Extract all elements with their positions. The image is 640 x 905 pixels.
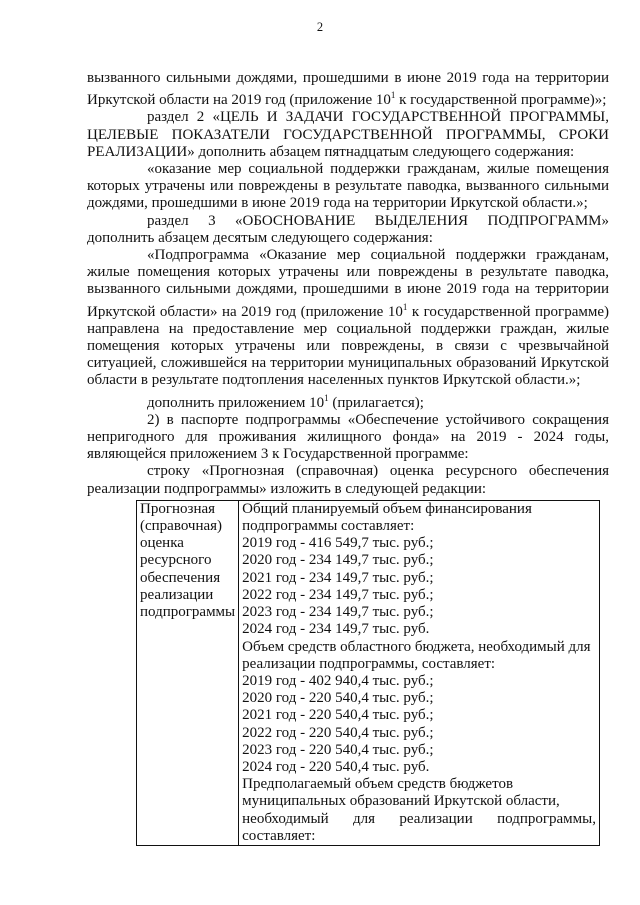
paragraph-6-end: (прилагается); [328, 394, 424, 411]
document-body [87, 70, 609, 846]
table-cell-label [137, 500, 239, 845]
value-line: 2020 год - 220 540,4 тыс. руб.; [242, 690, 434, 707]
paragraph-8: строку «Прогнозная (справочная) оценка ресурсного обеспечения реализации подпрограммы» изложить в следующей редакции: [87, 463, 609, 497]
paragraph-1-end: к государственной программе)»; [395, 92, 607, 109]
paragraph-4: раздел 3 «ОБОСНОВАНИЕ ВЫДЕЛЕНИЯ ПОДПРОГРАММ» дополнить абзацем десятым следующего содержания: [87, 212, 609, 246]
paragraph-1-text: вызванного сильными дождями, прошедшими в июне 2019 года на территории Иркутской области на 2019 год (приложение 10 [87, 70, 609, 109]
resource-table [136, 500, 600, 846]
superscript: 1 [402, 301, 408, 312]
value-line: необходимый для реализации подпрограммы, составляет: [242, 810, 596, 844]
label-line: оценка [140, 535, 184, 552]
value-line: 2021 год - 234 149,7 тыс. руб.; [242, 569, 434, 586]
paragraph-6 [87, 390, 609, 412]
label-line: (справочная) [140, 518, 223, 535]
value-line: 2023 год - 234 149,7 тыс. руб.; [242, 604, 434, 621]
label-line: ресурсного [140, 552, 212, 569]
paragraph-5 [87, 247, 609, 390]
page-number: 2 [316, 20, 324, 34]
value-line: 2019 год - 416 549,7 тыс. руб.; [242, 535, 434, 552]
value-line: муниципальных образований Иркутской области, [242, 793, 560, 810]
value-line: 2019 год - 402 940,4 тыс. руб.; [242, 672, 434, 689]
value-line: 2024 год - 234 149,7 тыс. руб. [242, 621, 430, 638]
label-line: реализации [140, 586, 214, 603]
label-line: обеспечения [140, 569, 221, 586]
value-line: 2023 год - 220 540,4 тыс. руб.; [242, 741, 434, 758]
superscript: 1 [324, 392, 329, 403]
value-line: 2022 год - 220 540,4 тыс. руб.; [242, 724, 434, 741]
paragraph-1 [87, 70, 609, 109]
value-line: 2020 год - 234 149,7 тыс. руб.; [242, 552, 434, 569]
paragraph-5-end: к государственной программе) направлена на предоставление мер социальной поддержки граждан, жилые помещения которых утрачены или повреждены, в связи с чрезвычайной ситуацией, сложившейся на территории муниципальных образований Иркутской области в результате подтопления населенных пунктов Иркутской области.»; [87, 303, 609, 389]
value-line: Объем средств областного бюджета, необходимый для [242, 638, 591, 655]
paragraph-3: «оказание мер социальной поддержки гражданам, жилые помещения которых утрачены или повреждены в результате паводка, вызванного сильными дождями, прошедшими в июне 2019 года на территории Иркутской области.»; [87, 161, 609, 212]
paragraph-2: раздел 2 «ЦЕЛЬ И ЗАДАЧИ ГОСУДАРСТВЕННОЙ ПРОГРАММЫ, ЦЕЛЕВЫЕ ПОКАЗАТЕЛИ ГОСУДАРСТВЕННОЙ ПРОГРАММЫ, СРОКИ РЕАЛИЗАЦИИ» дополнить абзацем пятнадцатым следующего содержания: [87, 109, 609, 160]
paragraph-5-text: «Подпрограмма «Оказание мер социальной поддержки гражданам, жилые помещения которых утрачены или повреждены в результате паводка, вызванного сильными дождями, прошедшими в июне 2019 года на территории Иркутской области» на 2019 год (приложение 10 [87, 247, 609, 320]
value-line: 2024 год - 220 540,4 тыс. руб. [242, 758, 430, 775]
value-line: 2021 год - 220 540,4 тыс. руб.; [242, 707, 434, 724]
label-line: Прогнозная [140, 500, 216, 517]
table-row [137, 500, 600, 845]
table-cell-values [239, 500, 600, 845]
paragraph-6-text: дополнить приложением 10 [147, 394, 325, 411]
value-line: Общий планируемый объем финансирования [242, 500, 532, 517]
value-line: реализации подпрограммы, составляет: [242, 655, 496, 672]
value-line: подпрограммы составляет: [242, 518, 415, 535]
label-line: подпрограммы [140, 604, 236, 621]
superscript: 1 [390, 90, 396, 101]
value-line: 2022 год - 234 149,7 тыс. руб.; [242, 586, 434, 603]
value-line: Предполагаемый объем средств бюджетов [242, 776, 514, 793]
paragraph-7: 2) в паспорте подпрограммы «Обеспечение устойчивого сокращения непригодного для проживания жилищного фонда» на 2019 - 2024 годы, являющейся приложением 3 к Государственной программе: [87, 411, 609, 463]
